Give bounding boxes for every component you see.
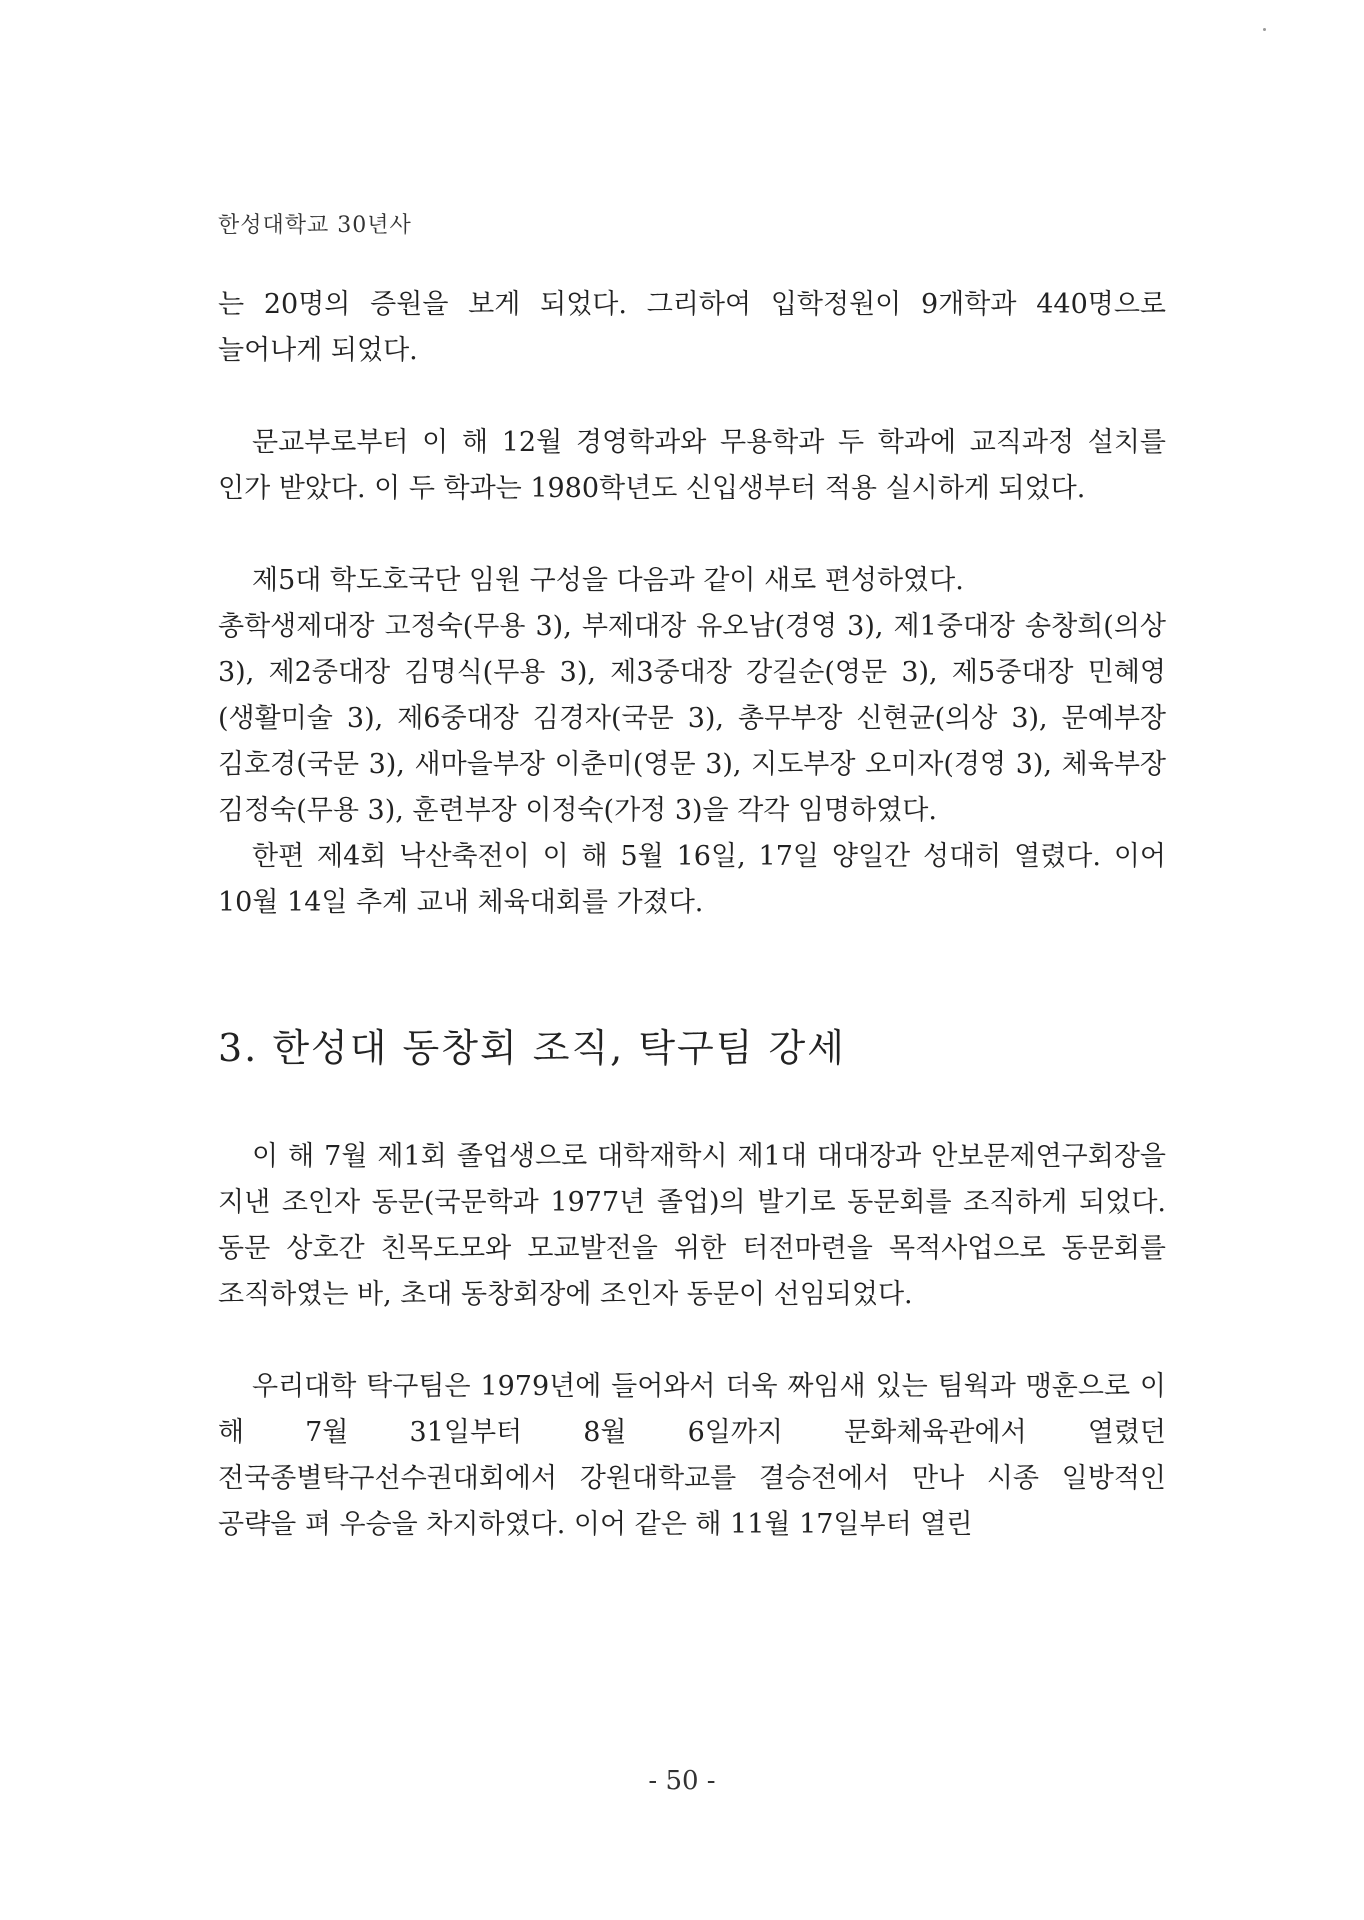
paragraph-student-corps-members: 총학생제대장 고정숙(무용 3), 부제대장 유오남(경영 3), 제1중대장 송창희(의상 3), 제2중대장 김명식(무용 3), 제3중대장 강길순(영문 3), 제5중대장 민혜영(생활미술 3), 제6중대장 김경자(국문 3), 총무부장 신현균(의상 3), 문예부장 김호경(국문 3), 새마을부장 이춘미(영문 3), 지도부장 오미자(경영 3), 체육부장 김정숙(무용 3), 훈련부장 이정숙(가정 3)을 각각 임명하였다. bbox=[218, 611, 1166, 826]
paragraph-teacher-course: 문교부로부터 이 해 12월 경영학과와 무용학과 두 학과에 교직과정 설치를 인가 받았다. 이 두 학과는 1980학년도 신입생부터 적용 실시하게 되었다. bbox=[218, 427, 1166, 504]
paragraph-alumni-association: 이 해 7월 제1회 졸업생으로 대학재학시 제1대 대대장과 안보문제연구회장을 지낸 조인자 동문(국문학과 1977년 졸업)의 발기로 동문회를 조직하게 되었다. 동문 상호간 친목도모와 모교발전을 위한 터전마련을 목적사업으로 동문회를 조직하였는 바, 초대 동창회장에 조인자 동문이 선임되었다. bbox=[218, 1141, 1166, 1310]
paragraph-student-corps-intro: 제5대 학도호국단 임원 구성을 다음과 같이 새로 편성하였다. bbox=[252, 565, 964, 596]
paragraph-festival: 한편 제4회 낙산축전이 이 해 5월 16일, 17일 양일간 성대히 열렸다. 이어 10월 14일 추계 교내 체육대회를 가졌다. bbox=[218, 841, 1166, 918]
paragraph-enrollment-increase: 는 20명의 증원을 보게 되었다. 그리하여 입학정원이 9개학과 440명으로 늘어나게 되었다. bbox=[218, 289, 1166, 366]
running-header: 한성대학교 30년사 bbox=[218, 213, 412, 238]
paragraph-table-tennis-team: 우리대학 탁구팀은 1979년에 들어와서 더욱 짜임새 있는 팀웍과 맹훈으로 이 해 7월 31일부터 8월 6일까지 문화체육관에서 열렸던 전국종별탁구선수권대회에서 강원대학교를 결승전에서 만나 시종 일방적인 공략을 펴 우승을 차지하였다. 이어 같은 해 11월 17일부터 열린 bbox=[218, 1371, 1166, 1540]
scan-speck bbox=[1263, 28, 1266, 31]
page-body bbox=[218, 282, 1166, 1548]
section-heading: 3. 한성대 동창회 조직, 탁구팀 강세 bbox=[218, 1026, 846, 1070]
page-number: - 50 - bbox=[648, 1766, 716, 1796]
